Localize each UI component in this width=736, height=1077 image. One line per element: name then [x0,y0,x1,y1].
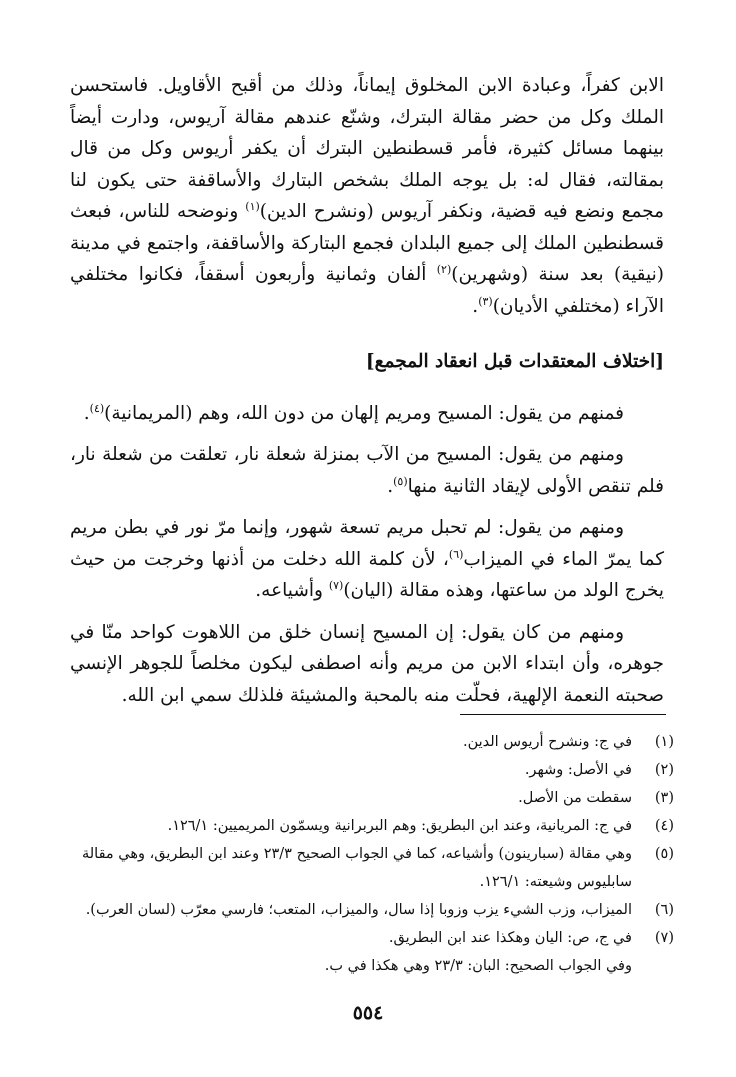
paragraph-1 [70,70,664,322]
footnote-5 [62,840,674,868]
paragraph-2-end: . [83,402,90,424]
paragraph-4 [70,512,664,607]
footnote-number: (٤) [654,818,674,834]
paragraph-1-text-d: . [472,295,479,317]
paragraph-4-text-b: ، لأن كلمة الله دخلت من أذنها وخرجت من حيث يخرج الولد من ساعتها، وهذه مقالة (اليان) [70,548,664,601]
paragraph-1-text-c: ألفان وثمانية وأربعون أسقفاً، فكانوا مختلفي الآراء (مختلفي الأديان) [70,264,664,317]
footnote-number: (٣) [654,790,674,806]
footnote-number: (٢) [654,762,674,778]
main-text [70,70,664,711]
footnote-number: (٦) [654,902,674,918]
footnote-4 [62,812,674,840]
paragraph-4-text-c: وأشياعه. [255,580,329,601]
footnote-divider [460,714,666,715]
paragraph-1-text: الابن كفراً، وعبادة الابن المخلوق إيماناً، وذلك من أقبح الأقاويل. فاستحسن الملك وكل من حضر مقالة البترك، وشنّع عندهم مقالة آريوس، ودارت أيضاً بينهما مسائل كثيرة، فأمر قسطنطين البترك أن يكفر أريوس وكل من قال بمقالته، فقال له: بل يوجه الملك بشخص البتارك والأساقفة حتى يكون لنا مجمع ونضع فيه قضية، ونكفر آريوس (ونشرح الدين) [70,75,664,222]
footnote-text: سقطت من الأصل. [518,790,632,806]
paragraph-3-end: . [387,475,394,497]
footnote-5-continued: سابليوس وشيعته: ١٢٦/١. [479,874,632,890]
footnote-ref-5[interactable]: (٥) [393,474,408,488]
footnote-2 [62,756,674,784]
footnote-number: (١) [654,734,674,750]
footnote-text: في ج: المريانية، وعند ابن البطريق: وهم البربرانية ويسمّون المريميين: ١٢٦/١. [167,818,632,834]
section-heading: [اختلاف المعتقدات قبل انعقاد المجمع] [365,351,664,372]
footnote-text: وهي مقالة (سبارينون) وأشياعه، كما في الجواب الصحيح ٢٣/٣ وعند ابن البطريق، وهي مقالة [81,846,632,862]
footnote-text: في ج: ونشرح أريوس الدين. [462,734,632,750]
paragraph-2-text: فمنهم من يقول: المسيح ومريم إلهان من دون الله، وهم (المريمانية) [104,402,624,424]
page-number: ٥٥٤ [352,1002,384,1024]
footnote-1 [62,728,674,756]
footnote-text: في ج، ص: اليان وهكذا عند ابن البطريق. [388,930,632,946]
footnotes [62,728,674,980]
footnote-7-continued: وفي الجواب الصحيح: البان: ٢٣/٣ وهي هكذا في ب. [324,958,632,974]
footnote-text: الميزاب، وزب الشيء يزب وزوبا إذا سال، والميزاب، المتعب؛ فارسي معرّب (لسان العرب). [85,902,632,918]
footnote-6 [62,896,674,924]
footnote-ref-1[interactable]: (١) [245,199,260,213]
footnote-number: (٥) [654,846,674,862]
paragraph-3-text: ومنهم من يقول: المسيح من الآب بمنزلة شعلة نار، تعلقت من شعلة نار، فلم تنقص الأولى لإيقاد الثانية منها [70,444,664,497]
paragraph-3 [70,439,664,502]
footnote-text: في الأصل: وشهر. [524,762,632,778]
footnote-ref-2[interactable]: (٢) [436,262,452,276]
footnote-ref-6[interactable]: (٦) [448,547,464,561]
footnote-ref-3[interactable]: (٣) [478,294,493,308]
paragraph-1-text-b: ونوضحه للناس، فبعث قسطنطين الملك إلى جميع البلدان فجمع البتاركة والأساقفة، واجتمع في مدينة (نيقية) بعد سنة (وشهرين) [70,201,664,285]
paragraph-2 [70,398,664,430]
footnote-ref-4[interactable]: (٤) [89,401,105,415]
footnote-number: (٧) [654,930,674,946]
paragraph-4-text: ومنهم من يقول: لم تحبل مريم تسعة شهور، وإنما مرّ نور في بطن مريم كما يمرّ الماء في الميزاب [70,517,664,570]
paragraph-5: ومنهم من كان يقول: إن المسيح إنسان خلق من اللاهوت كواحد منّا في جوهره، وأن ابتداء الابن من مريم وأنه اصطفى ليكون مخلصاً للجوهر الإنسي صحبته النعمة الإلهية، فحلّت منه بالمحبة والمشيئة فلذلك سمي ابن الله. [70,621,664,706]
footnote-3 [62,784,674,812]
footnote-7 [62,924,674,952]
footnote-ref-7[interactable]: (٧) [328,578,344,592]
